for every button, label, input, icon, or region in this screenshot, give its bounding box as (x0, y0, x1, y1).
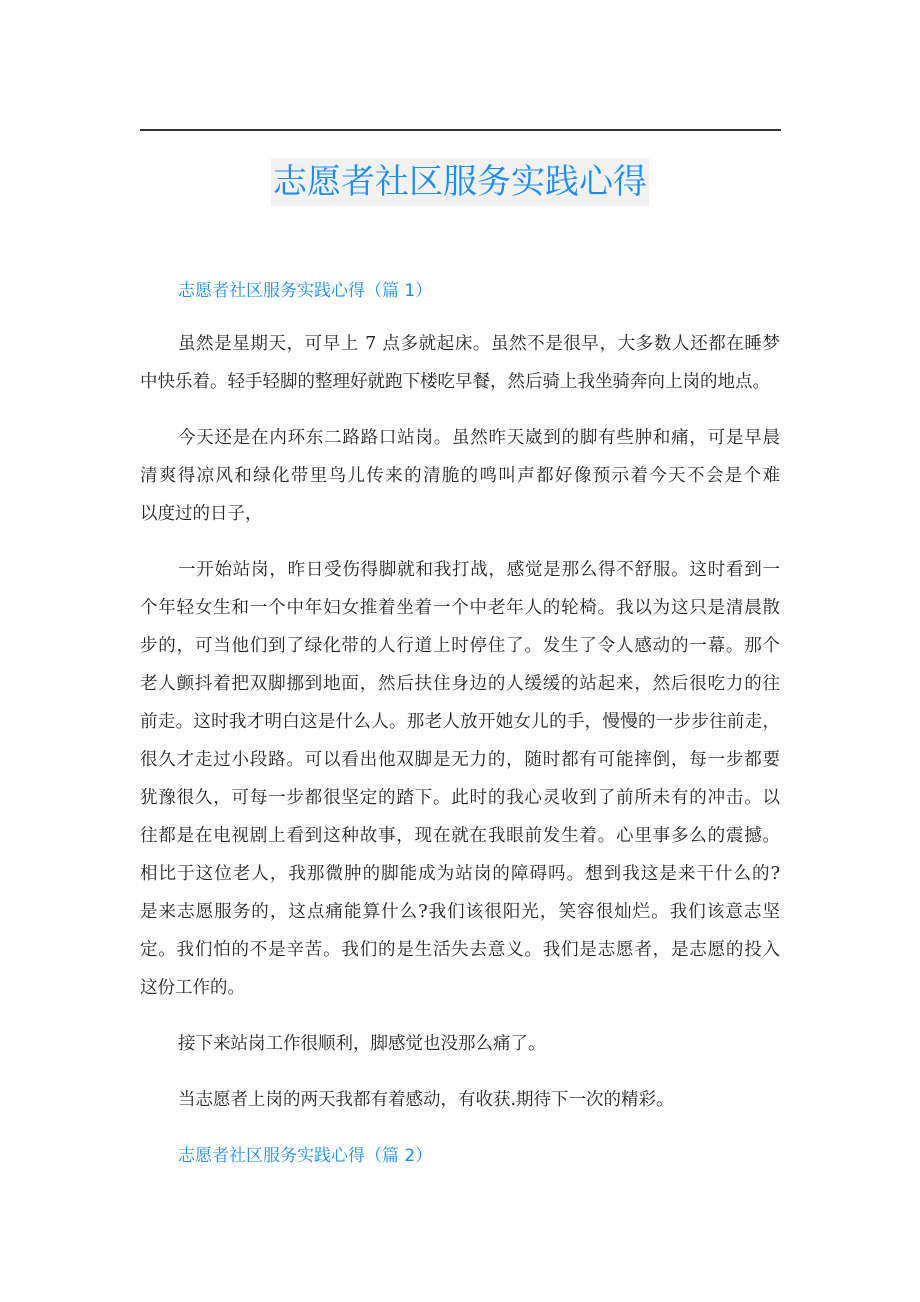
paragraph-line: 是来志愿服务的，这点痛能算什么?我们该很阳光，笑容很灿烂。我们该意志坚 (140, 902, 780, 922)
paragraph-line: 前走。这时我才明白这是什么人。那老人放开她女儿的手，慢慢的一步步往前走， (140, 712, 780, 732)
paragraph-line: 这份工作的。 (140, 978, 245, 998)
paragraph-line: 虽然是星期天，可早上 7 点多就起床。虽然不是很早，大多数人还都在睡梦 (178, 334, 780, 354)
paragraph-line: 以度过的日子， (140, 504, 263, 524)
paragraph-line: 很久才走过小段路。可以看出他双脚是无力的，随时都有可能摔倒，每一步都要 (140, 750, 780, 770)
paragraph-line: 接下来站岗工作很顺利，脚感觉也没那么痛了。 (178, 1034, 546, 1054)
paragraph-line: 老人颤抖着把双脚挪到地面，然后扶住身边的人缓缓的站起来，然后很吃力的往 (140, 674, 780, 694)
paragraph (140, 551, 780, 1007)
paragraph-line: 往都是在电视剧上看到这种故事，现在就在我眼前发生着。心里事多么的震撼。 (140, 826, 780, 846)
paragraph-line: 定。我们怕的不是辛苦。我们的是生活失去意义。我们是志愿者，是志愿的投入 (140, 940, 780, 960)
paragraph-line: 今天还是在内环东二路路口站岗。虽然昨天崴到的脚有些肿和痛，可是早晨 (178, 428, 780, 448)
paragraph-line: 当志愿者上岗的两天我都有着感动，有收获.期待下一次的精彩。 (178, 1090, 674, 1110)
document-body (140, 272, 780, 1190)
paragraph-line: 犹豫很久，可每一步都很坚定的踏下。此时的我心灵收到了前所未有的冲击。以 (140, 788, 780, 808)
paragraph-line: 个年轻女生和一个中年妇女推着坐着一个中老年人的轮椅。我以为这只是清晨散 (140, 598, 780, 618)
section-heading: 志愿者社区服务实践心得（篇 1） (178, 281, 433, 301)
section-heading: 志愿者社区服务实践心得（篇 2） (178, 1146, 433, 1166)
paragraph (140, 325, 780, 401)
paragraph-line: 相比于这位老人，我那微肿的脚能成为站岗的障碍吗。想到我这是来干什么的? (140, 864, 780, 884)
paragraph-line: 清爽得凉风和绿化带里鸟儿传来的清脆的鸣叫声都好像预示着今天不会是个难 (140, 466, 780, 486)
paragraph (140, 419, 780, 533)
paragraph (140, 1081, 780, 1119)
document-title: 志愿者社区服务实践心得 (271, 158, 649, 206)
paragraph-line: 步的，可当他们到了绿化带的人行道上时停住了。发生了令人感动的一幕。那个 (140, 636, 780, 656)
paragraph (140, 1025, 780, 1063)
header-rule (140, 129, 781, 131)
paragraph-line: 一开始站岗，昨日受伤得脚就和我打战，感觉是那么得不舒服。这时看到一 (178, 560, 780, 580)
paragraph-line: 中快乐着。轻手轻脚的整理好就跑下楼吃早餐，然后骑上我坐骑奔向上岗的地点。 (140, 372, 770, 392)
